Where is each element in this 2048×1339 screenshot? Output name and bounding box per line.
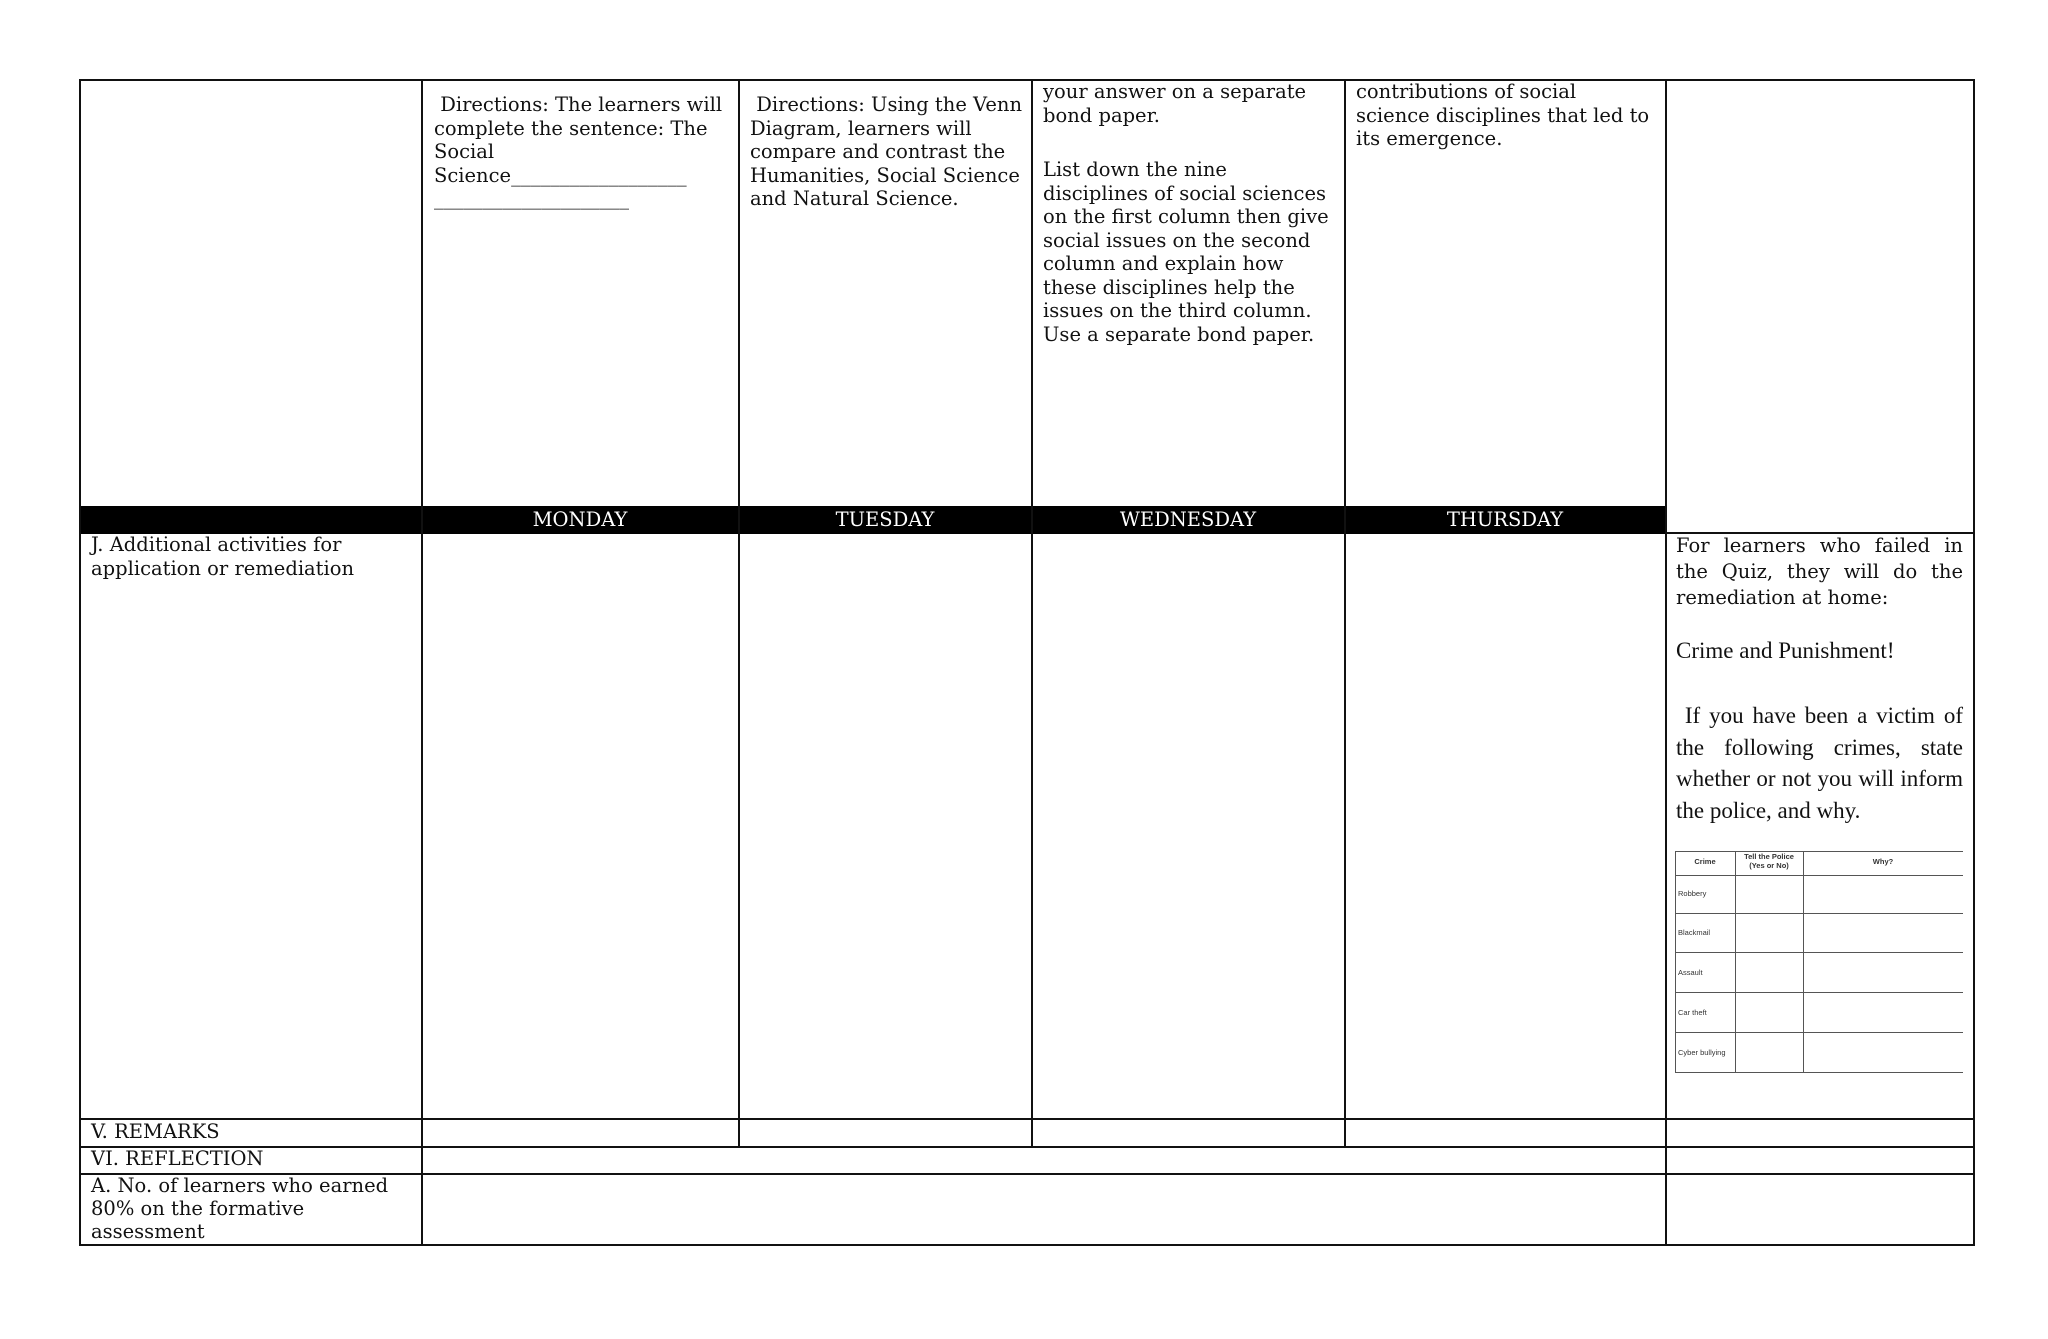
column-divider [1031,79,1033,1147]
crime-table-header-why: Why? [1872,857,1894,866]
crime-table-row-label: Blackmail [1678,928,1711,937]
remediation-body: If you have been a victim of the following crimes, state whether or not you will inform the police, and why. [1676,703,1969,823]
column-divider [738,79,740,1147]
row-j-label: J. Additional activities for application or remediation [91,533,355,580]
table-border-bottom [79,1244,1975,1246]
remarks-label: V. REMARKS [91,1120,220,1143]
column-divider [1665,79,1667,1246]
crime-table-row-label: Cyber bullying [1678,1048,1726,1057]
crime-table-row-label: Assault [1678,968,1703,977]
table-border-right [1973,79,1975,1246]
remediation-intro: For learners who failed in the Quiz, they will do the remediation at home: [1676,534,1970,609]
day-header-wednesday: WEDNESDAY [1119,508,1257,531]
wednesday-text-2: List down the nine disciplines of social sciences on the first column then give social issues on the second column and explain how these disciplines help the issues on the third column. Use a separate bond paper. [1043,158,1335,346]
remediation-title: Crime and Punishment! [1676,638,1895,663]
crime-table-row-label: Robbery [1678,889,1707,898]
day-header-thursday: THURSDAY [1446,508,1564,531]
learners-80-label: A. No. of learners who earned 80% on the formative assessment [91,1174,395,1243]
thursday-text: contributions of social science disciplines that led to its emergence. [1356,80,1656,150]
wednesday-text-1: your answer on a separate bond paper. [1043,80,1313,127]
reflection-label: VI. REFLECTION [91,1147,264,1170]
column-divider [1344,79,1346,1147]
column-divider [421,79,423,1246]
crime-table-header-police: Tell the Police (Yes or No) [1744,852,1794,870]
tuesday-directions: Directions: Using the Venn Diagram, learners will compare and contrast the Humanities, Social Science and Natural Science. [750,93,1029,210]
day-header-tuesday: TUESDAY [835,508,935,531]
table-border-top [79,79,1975,81]
crime-table-header-crime: Crime [1694,857,1716,866]
crime-table [1675,851,1963,1073]
monday-directions: Directions: The learners will complete the sentence: The Social Science__________________ ____________________ [434,93,723,210]
day-header-monday: MONDAY [532,508,628,531]
crime-table-row-label: Car theft [1678,1008,1707,1017]
table-border-left [79,79,81,1246]
